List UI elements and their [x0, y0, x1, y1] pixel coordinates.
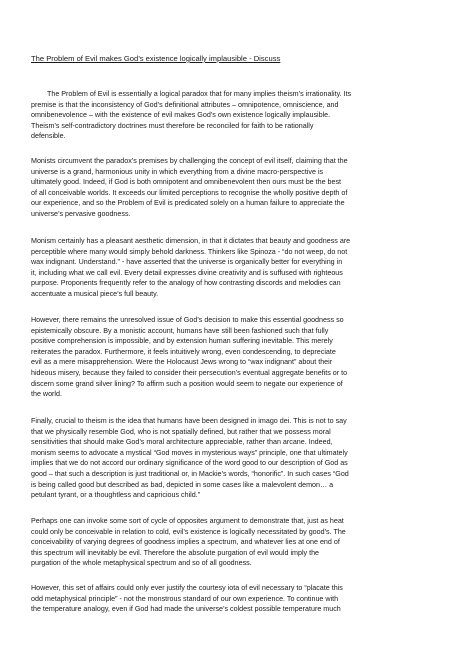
paragraph-line: However, this set of affairs could only ever justify the courtesy iota of evil necessary to “placate this — [31, 584, 343, 592]
document-title: The Problem of Evil makes God’s existence logically implausible - Discuss — [31, 54, 281, 63]
paragraph-line: epistemically obscure. By a monistic account, humans have still been fashioned such that fully — [31, 326, 329, 335]
paragraph-line: Monism certainly has a pleasant aesthetic dimension, in that it dictates that beauty and goodness are — [31, 237, 351, 245]
paragraph-7 — [31, 583, 446, 615]
paragraph-3 — [31, 236, 446, 300]
paragraph-line: hideous misery, because they failed to consider their persecution’s eventual aggregate benefits or to — [31, 368, 348, 377]
paragraph-line: universe is a grand, harmonious unity in which everything from a divine macro-perspective is — [31, 167, 324, 176]
paragraph-line: implies that we do not accord our ordinary significance of the word good to our description of God as — [31, 459, 348, 468]
paragraph-line: the temperature analogy, even if God had made the universe’s coldest possible temperature much — [31, 605, 341, 614]
paragraph-line: this spectrum will inevitably be evil. Therefore the absolute purgation of evil would imply the — [31, 548, 320, 557]
paragraph-line: that we physically resemble God, who is not spatially defined, but rather that we possess moral — [31, 427, 331, 436]
paragraph-line: of all conceivable worlds. It exceeds our limited perceptions to recognise the wholly positive depth of — [31, 188, 348, 197]
paragraph-line: Theism’s self-contradictory doctrines must therefore be reconciled for faith to be rationally — [31, 121, 314, 130]
paragraph-line: our experience, and so the Problem of Evil is predicated solely on a human failure to appreciate the — [31, 199, 345, 208]
paragraph-line: premise is that the inconsistency of God’s definitional attributes – omnipotence, omniscience, and — [31, 100, 339, 109]
paragraph-2 — [31, 156, 446, 220]
paragraph-line: could only be conceivable in relation to cold, evil’s existence is logically necessitated by good’s. The — [31, 527, 346, 536]
paragraph-line: omnibenevolence – with the existence of evil makes God’s own existence logically implausible. — [31, 111, 331, 120]
paragraph-5 — [31, 416, 446, 501]
paragraph-line: universe’s pervasive goodness. — [31, 209, 131, 218]
paragraph-1 — [31, 89, 446, 142]
paragraph-line: Finally, crucial to theism is the idea that humans have been designed in imago dei. This is not to say — [31, 417, 347, 425]
paragraph-line: purgation of the whole metaphysical spectrum and so of all goodness. — [31, 559, 252, 568]
paragraph-line: discern some grand silver lining? To affirm such a position would seem to negate our experience of — [31, 379, 343, 388]
paragraph-line: sensitivities that should make God’s moral architecture appreciable, rather than arcane. Indeed, — [31, 438, 333, 447]
paragraph-line: evil as a mere misapprehension. Were the Holocaust Jews wrong to “wax indignant” about their — [31, 358, 333, 367]
paragraph-line: monism seems to advocate a mystical “God moves in mysterious ways” principle, one that ultimately — [31, 448, 348, 457]
paragraph-line: petulant tyrant, or a thoughtless and capricious child.” — [31, 491, 201, 500]
paragraph-4 — [31, 315, 446, 400]
paragraph-line: defensible. — [31, 132, 66, 141]
paragraph-line: odd metaphysical principle” - not the monstrous standard of our own experience. To continue with — [31, 594, 339, 603]
paragraph-6 — [31, 516, 446, 569]
paragraph-line: it, including what we call evil. Every detail expresses divine creativity and is suffused with righteous — [31, 268, 343, 277]
paragraph-line: ultimately good. Indeed, if God is both omnipotent and omnibenevolent then ours must be the best — [31, 178, 342, 187]
paragraph-line: The Problem of Evil is essentially a logical paradox that for many implies theism’s irrationality. Its — [47, 90, 352, 98]
paragraph-line: conceivability of varying degrees of goodness implies a spectrum, and whatever lies at one end of — [31, 538, 340, 547]
paragraph-line: Monists circumvent the paradox’s premises by challenging the concept of evil itself, claiming that the — [31, 157, 348, 165]
paragraph-line: accentuate a musical piece’s full beauty. — [31, 289, 159, 298]
paragraph-line: Perhaps one can invoke some sort of cycle of opposites argument to demonstrate that, just as heat — [31, 517, 344, 525]
paragraph-line: positive comprehension is impossible, and by extension human suffering inevitable. This merely — [31, 337, 333, 346]
paragraph-line: perceptible where many would simply behold darkness. Thinkers like Spinoza - “do not weep, do not — [31, 247, 348, 256]
paragraph-line: good – that such a description is just traditional or, in Mackie’s words, “honorific”. In such cases “God — [31, 469, 349, 478]
paragraph-line: reiterates the paradox. Furthermore, it feels intuitively wrong, even condescending, to depreciate — [31, 347, 336, 356]
paragraph-line: the world. — [31, 390, 62, 399]
paragraph-line: wax indignant. Understand.” - have asserted that the universe is organically better for everything in — [31, 258, 343, 267]
paragraph-line: purpose. Proponents frequently refer to the analogy of how contrasting discords and melodies can — [31, 279, 341, 288]
paragraph-line: is being called good but described as bad, depicted in some cases like a malevolent demon… a — [31, 480, 334, 489]
paragraph-line: However, there remains the unresolved issue of God’s decision to make this essential goodness so — [31, 316, 344, 324]
